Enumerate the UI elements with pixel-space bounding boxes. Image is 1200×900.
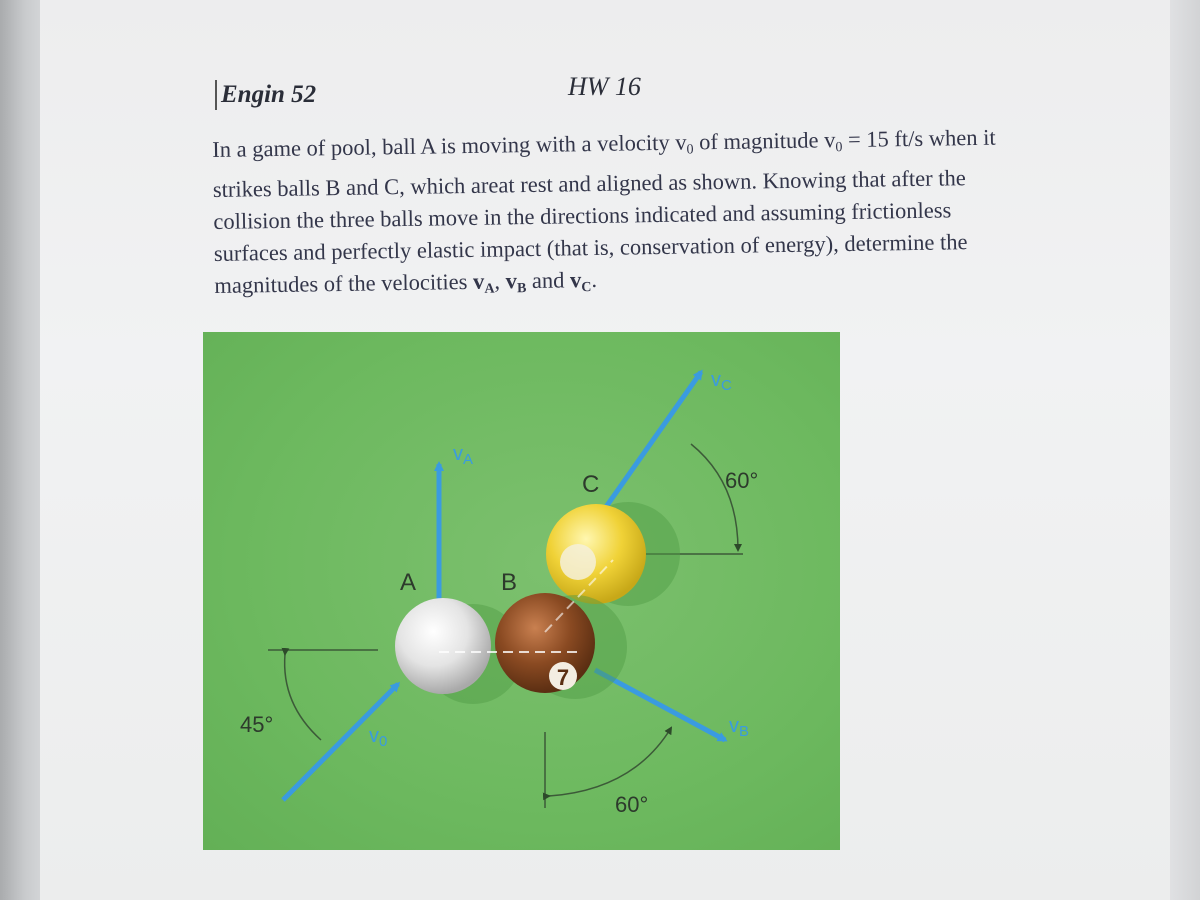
- ball-c: [546, 504, 646, 604]
- problem-line-3: collision the three balls move in the directions indicated and assuming frictionless: [213, 197, 952, 234]
- vc-label: $v_C$: [711, 369, 732, 394]
- problem-statement: [212, 119, 1145, 310]
- ball-b: [495, 593, 595, 693]
- pool-diagram: [203, 332, 840, 850]
- course-title: Engin 52: [215, 80, 316, 110]
- vb-label: $v_B$: [729, 715, 750, 740]
- v0-label: $v_0$: [369, 725, 388, 750]
- ball-c-label: C: [582, 471, 600, 498]
- ball-b-number: 7: [556, 665, 570, 690]
- c-angle-label: 60°: [725, 468, 759, 493]
- b-angle-arc: [549, 728, 671, 796]
- v0-angle-label: 45°: [240, 712, 274, 737]
- problem-line-2: strikes balls B and C, which areat rest and aligned as shown. Knowing that after the: [212, 165, 966, 202]
- assignment-title: HW 16: [568, 72, 641, 101]
- c-angle-arc: [691, 444, 738, 550]
- problem-line-4: surfaces and perfectly elastic impact (that is, conservation of energy), determine the: [213, 229, 968, 266]
- problem-line-1: In a game of pool, ball A is moving with a velocity $v_0$ of magnitude $v_0 = 15$ ft/s when it: [212, 124, 996, 162]
- va-label: $v_A$: [453, 443, 474, 468]
- pool-diagram-svg: [203, 332, 840, 850]
- ball-b-label: B: [501, 569, 518, 596]
- vc-arrow: [601, 372, 701, 514]
- v0-angle-arc: [285, 654, 321, 740]
- b-angle-label: 60°: [615, 792, 649, 817]
- ball-a: [395, 598, 491, 694]
- ball-a-label: A: [400, 569, 417, 596]
- problem-line-5: magnitudes of the velocities $v_A$, $v_B$ and $v_C$.: [214, 266, 598, 298]
- ball-c-spot: [560, 544, 596, 580]
